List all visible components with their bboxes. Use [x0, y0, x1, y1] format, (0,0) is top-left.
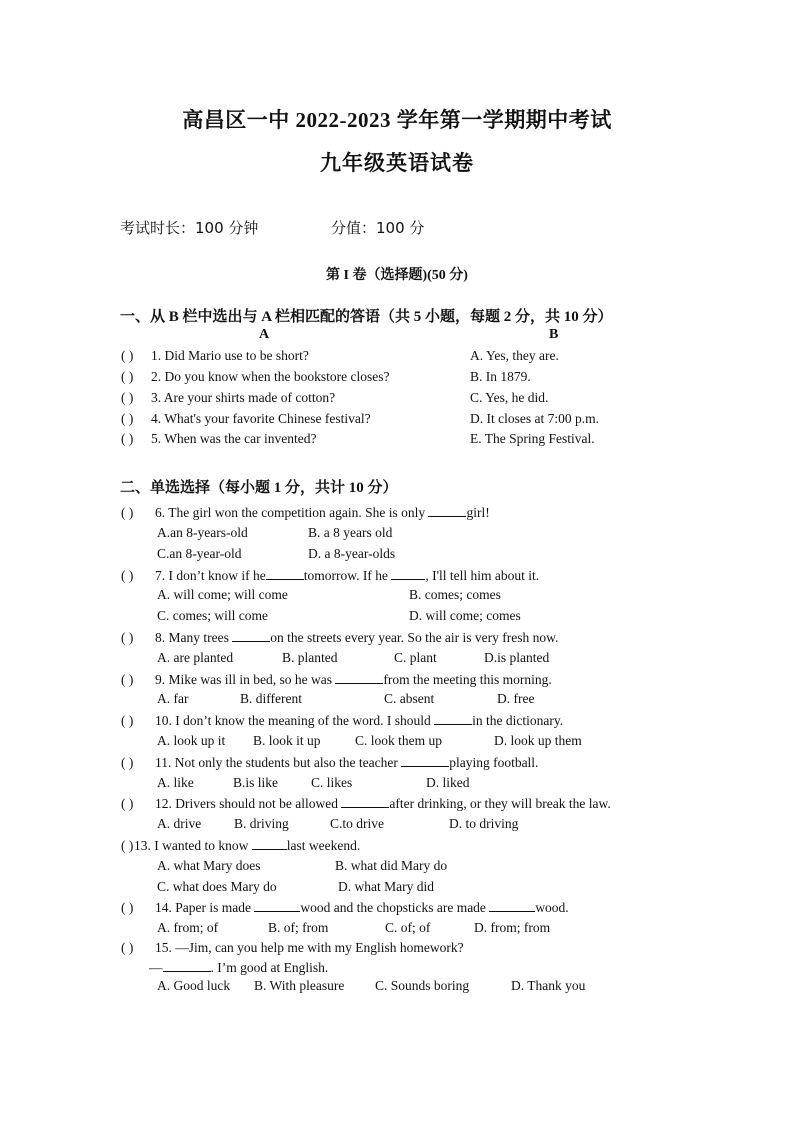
answer-blank[interactable]: ( ) — [121, 796, 134, 811]
option-a[interactable]: A. will come; will come — [157, 587, 288, 602]
question-text: on the streets every year. So the air is very fresh now. — [270, 630, 559, 645]
question-text: . I’m good at English. — [210, 960, 329, 975]
option-d[interactable]: D. free — [497, 691, 535, 706]
question-text: 1. Did Mario use to be short? — [151, 348, 309, 363]
question-14 — [121, 899, 569, 916]
question-15 — [121, 940, 464, 956]
option-d[interactable]: D. to driving — [449, 816, 519, 831]
option-b[interactable]: B. different — [240, 691, 302, 706]
match-answer: D. It closes at 7:00 p.m. — [470, 411, 599, 426]
option-a[interactable]: A.an 8-years-old — [157, 525, 248, 540]
fill-blank — [252, 837, 287, 850]
question-text: after drinking, or they will break the law. — [389, 796, 611, 811]
question-11 — [121, 754, 538, 771]
answer-blank[interactable]: ( ) — [121, 630, 134, 645]
answer-blank[interactable]: ( ) — [121, 838, 134, 853]
fill-blank — [232, 629, 270, 642]
question-text: playing football. — [449, 755, 539, 770]
option-b[interactable]: B. driving — [234, 816, 289, 831]
option-d[interactable]: D. liked — [426, 775, 470, 790]
question-text: 15. —Jim, can you help me with my English homework? — [155, 940, 464, 955]
question-text: last weekend. — [286, 838, 361, 853]
dash-text: — — [149, 960, 163, 975]
fill-blank — [391, 567, 425, 580]
option-b[interactable]: B. of; from — [268, 920, 329, 935]
question-text: wood. — [535, 900, 569, 915]
option-a[interactable]: A. like — [157, 775, 194, 790]
answer-blank[interactable]: ( ) — [121, 672, 134, 687]
option-c[interactable]: C. plant — [394, 650, 437, 665]
question-text: 10. I don’t know the meaning of the word. I should — [155, 713, 435, 728]
exam-score: 分值：100 分 — [331, 219, 425, 237]
question-9 — [121, 671, 552, 688]
match-question-row — [121, 431, 316, 447]
option-c[interactable]: C. absent — [384, 691, 435, 706]
question-10 — [121, 712, 563, 729]
option-c[interactable]: C. look them up — [355, 733, 442, 748]
option-d[interactable]: D. from; from — [474, 920, 551, 935]
option-b[interactable]: B. a 8 years old — [308, 525, 393, 540]
question-text: from the meeting this morning. — [383, 672, 552, 687]
question-text: , I'll tell him about it. — [425, 568, 540, 583]
option-c[interactable]: C. Sounds boring — [375, 978, 470, 993]
option-c[interactable]: C.an 8-year-old — [157, 546, 242, 561]
answer-blank[interactable]: ( ) — [121, 348, 134, 363]
question-text: 4. What's your favorite Chinese festival? — [151, 411, 371, 426]
option-a[interactable]: A. far — [157, 691, 189, 706]
question-12 — [121, 795, 611, 812]
fill-blank — [254, 899, 300, 912]
fill-blank — [401, 754, 449, 767]
option-c[interactable]: C. comes; will come — [157, 608, 268, 623]
option-b[interactable]: B. With pleasure — [254, 978, 345, 993]
exam-subtitle: 九年级英语试卷 — [320, 151, 474, 175]
question-text: tomorrow. If he — [303, 568, 392, 583]
question-text: 12. Drivers should not be allowed — [155, 796, 342, 811]
match-question-row — [121, 411, 371, 427]
fill-blank — [489, 899, 535, 912]
answer-blank[interactable]: ( ) — [121, 505, 134, 520]
option-c[interactable]: C. of; of — [385, 920, 431, 935]
option-b[interactable]: B. what did Mary do — [335, 858, 448, 873]
match-answer: B. In 1879. — [470, 369, 531, 384]
question-text: girl! — [466, 505, 490, 520]
column-a-label: A — [259, 327, 270, 342]
question-text: 11. Not only the students but also the teacher — [155, 755, 402, 770]
section-one-heading: 一、从 B 栏中选出与 A 栏相匹配的答语（共 5 小题，每题 2 分，共 10 分） — [120, 309, 613, 325]
question-13 — [121, 837, 360, 854]
option-d[interactable]: D. a 8-year-olds — [308, 546, 396, 561]
option-d[interactable]: D.is planted — [484, 650, 550, 665]
question-7 — [121, 567, 539, 584]
question-text: wood and the chopsticks are made — [300, 900, 490, 915]
answer-blank[interactable]: ( ) — [121, 755, 134, 770]
answer-blank[interactable]: ( ) — [121, 369, 134, 384]
option-b[interactable]: B.is like — [233, 775, 279, 790]
exam-title: 高昌区一中 2022-2023 学年第一学期期中考试 — [182, 108, 612, 132]
question-15-line-2 — [149, 959, 328, 976]
match-answer: E. The Spring Festival. — [470, 431, 595, 446]
option-a[interactable]: A. look up it — [157, 733, 226, 748]
exam-duration: 考试时长：100 分钟 — [120, 219, 259, 237]
question-6 — [121, 504, 490, 521]
column-b-label: B — [549, 327, 559, 342]
option-c[interactable]: C. what does Mary do — [157, 879, 277, 894]
question-text: 13. I wanted to know — [134, 838, 252, 853]
answer-blank[interactable]: ( ) — [121, 900, 134, 915]
match-question-row — [121, 348, 309, 364]
answer-blank[interactable]: ( ) — [121, 568, 134, 583]
answer-blank[interactable]: ( ) — [121, 713, 134, 728]
answer-blank[interactable]: ( ) — [121, 940, 134, 955]
question-text: 14. Paper is made — [155, 900, 255, 915]
question-text: 2. Do you know when the bookstore closes? — [151, 369, 390, 384]
option-d[interactable]: D. will come; comes — [409, 608, 521, 623]
option-d[interactable]: D. what Mary did — [338, 879, 434, 894]
option-a[interactable]: A. are planted — [157, 650, 234, 665]
option-a[interactable]: A. what Mary does — [157, 858, 261, 873]
option-d[interactable]: D. look up them — [494, 733, 582, 748]
match-question-row — [121, 369, 389, 385]
fill-blank — [434, 712, 472, 725]
question-text: in the dictionary. — [472, 713, 564, 728]
match-question-row — [121, 390, 335, 406]
part-one-heading: 第 I 卷（选择题)(50 分) — [326, 268, 468, 283]
match-answer: A. Yes, they are. — [470, 348, 559, 363]
answer-blank[interactable]: ( ) — [121, 390, 134, 405]
fill-blank — [428, 504, 466, 517]
option-c[interactable]: C.to drive — [330, 816, 384, 831]
section-two-heading: 二、单选选择（每小题 1 分，共计 10 分） — [120, 480, 398, 496]
answer-blank[interactable]: ( ) — [121, 431, 134, 446]
question-text: 3. Are your shirts made of cotton? — [151, 390, 336, 405]
option-a[interactable]: A. Good luck — [157, 978, 231, 993]
fill-blank — [335, 671, 383, 684]
option-b[interactable]: B. look it up — [253, 733, 321, 748]
question-text: 9. Mike was ill in bed, so he was — [155, 672, 336, 687]
question-text: 8. Many trees — [155, 630, 233, 645]
question-text: 6. The girl won the competition again. She is only — [155, 505, 429, 520]
question-text: 5. When was the car invented? — [151, 431, 317, 446]
fill-blank — [266, 567, 304, 580]
option-c[interactable]: C. likes — [311, 775, 353, 790]
option-a[interactable]: A. drive — [157, 816, 202, 831]
answer-blank[interactable]: ( ) — [121, 411, 134, 426]
option-b[interactable]: B. planted — [282, 650, 338, 665]
option-b[interactable]: B. comes; comes — [409, 587, 501, 602]
question-8 — [121, 629, 558, 646]
match-answer: C. Yes, he did. — [470, 390, 549, 405]
fill-blank — [163, 959, 211, 972]
fill-blank — [341, 795, 389, 808]
option-a[interactable]: A. from; of — [157, 920, 219, 935]
option-d[interactable]: D. Thank you — [511, 978, 586, 993]
question-text: 7. I don’t know if he — [155, 568, 266, 583]
